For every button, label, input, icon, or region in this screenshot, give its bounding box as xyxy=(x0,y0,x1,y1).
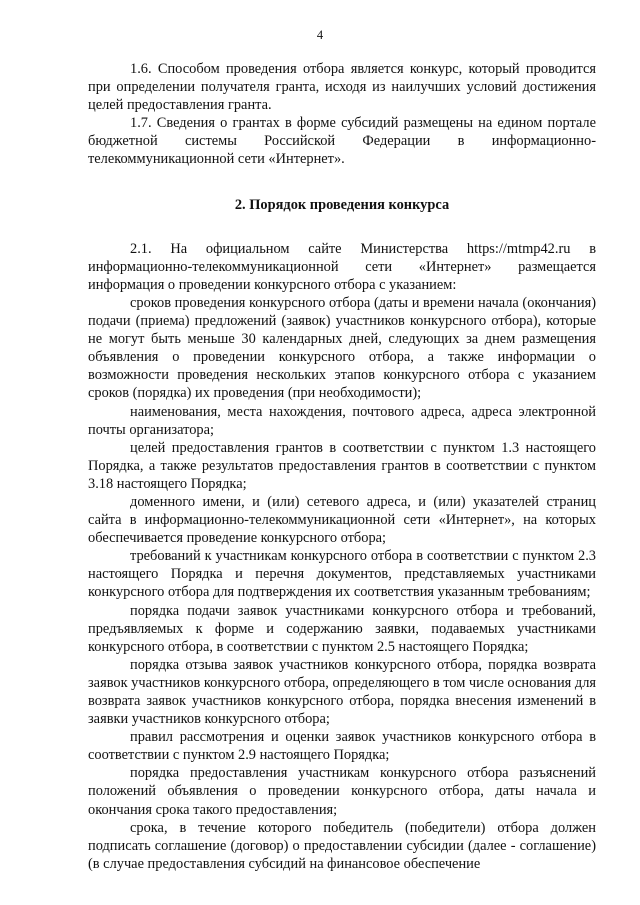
paragraph-2-1: 2.1. На официальном сайте Министерства https://mtmp42.ru в информационно-телекоммуникационной сети «Интернет» размещается информация о проведении конкурсного отбора с указанием: xyxy=(88,240,596,293)
list-item-withdrawal: порядка отзыва заявок участников конкурсного отбора, порядка возврата заявок участников конкурсного отбора, определяющего в том числе основания для возврата заявок участников конкурсного отбора, порядка внесения изменений в заявки участников конкурсного отбора; xyxy=(88,656,596,728)
section-heading: 2. Порядок проведения конкурса xyxy=(234,196,450,213)
list-item-agreement: срока, в течение которого победитель (победители) отбора должен подписать соглашение (договор) о предоставлении субсидии (далее - соглашение) (в случае предоставления субсидий на финансовое обеспечение xyxy=(88,819,596,872)
list-item-evaluation: правил рассмотрения и оценки заявок участников конкурсного отбора в соответствии с пунктом 2.9 настоящего Порядка; xyxy=(88,729,596,764)
section-spacer xyxy=(88,169,596,196)
list-item-requirements: требований к участникам конкурсного отбора в соответствии с пунктом 2.3 настоящего Порядка и перечня документов, представляемых участниками конкурсного отбора для подтверждения их соответствия указанным требованиям; xyxy=(88,548,596,601)
list-item-submission: порядка подачи заявок участниками конкурсного отбора и требований, предъявляемых к форме и содержанию заявки, подаваемых участниками конкурсного отбора, в соответствии с пунктом 2.5 настоящего Порядка; xyxy=(88,602,596,655)
list-item-domain: доменного имени, и (или) сетевого адреса, и (или) указателей страниц сайта в информационно-телекоммуникационной сети «Интернет», на которых обеспечивается проведение конкурсного отбора; xyxy=(88,493,596,547)
list-item-clarifications: порядка предоставления участникам конкурсного отбора разъяснений положений объявления о проведении конкурсного отбора, даты начала и окончания срока такого предоставления; xyxy=(88,765,596,818)
page-number: 4 xyxy=(316,28,324,42)
list-item-organizer: наименования, места нахождения, почтового адреса, адреса электронной почты организатора; xyxy=(88,403,596,438)
document-body xyxy=(88,60,596,873)
heading-spacer xyxy=(88,214,596,240)
paragraph-1-6: 1.6. Способом проведения отбора является конкурс, который проводится при определении получателя гранта, исходя из наилучших условий достижения целей предоставления гранта. xyxy=(88,61,596,114)
paragraph-1-7: 1.7. Сведения о грантах в форме субсидий размещены на едином портале бюджетной системы Российской Федерации в информационно-телекоммуникационной сети «Интернет». xyxy=(88,115,596,168)
list-item-goals: целей предоставления грантов в соответствии с пунктом 1.3 настоящего Порядка, а также результатов предоставления грантов в соответствии с пунктом 3.18 настоящего Порядка; xyxy=(88,439,596,492)
list-item-deadlines: сроков проведения конкурсного отбора (даты и времени начала (окончания) подачи (приема) предложений (заявок) участников конкурсного отбора), которые не могут быть меньше 30 календарных дней, следующих за днем размещения объявления о проведении конкурсного отбора, а также информации о возможности проведения нескольких этапов конкурсного отбора с указанием сроков (порядка) их проведения (при необходимости); xyxy=(88,294,596,402)
